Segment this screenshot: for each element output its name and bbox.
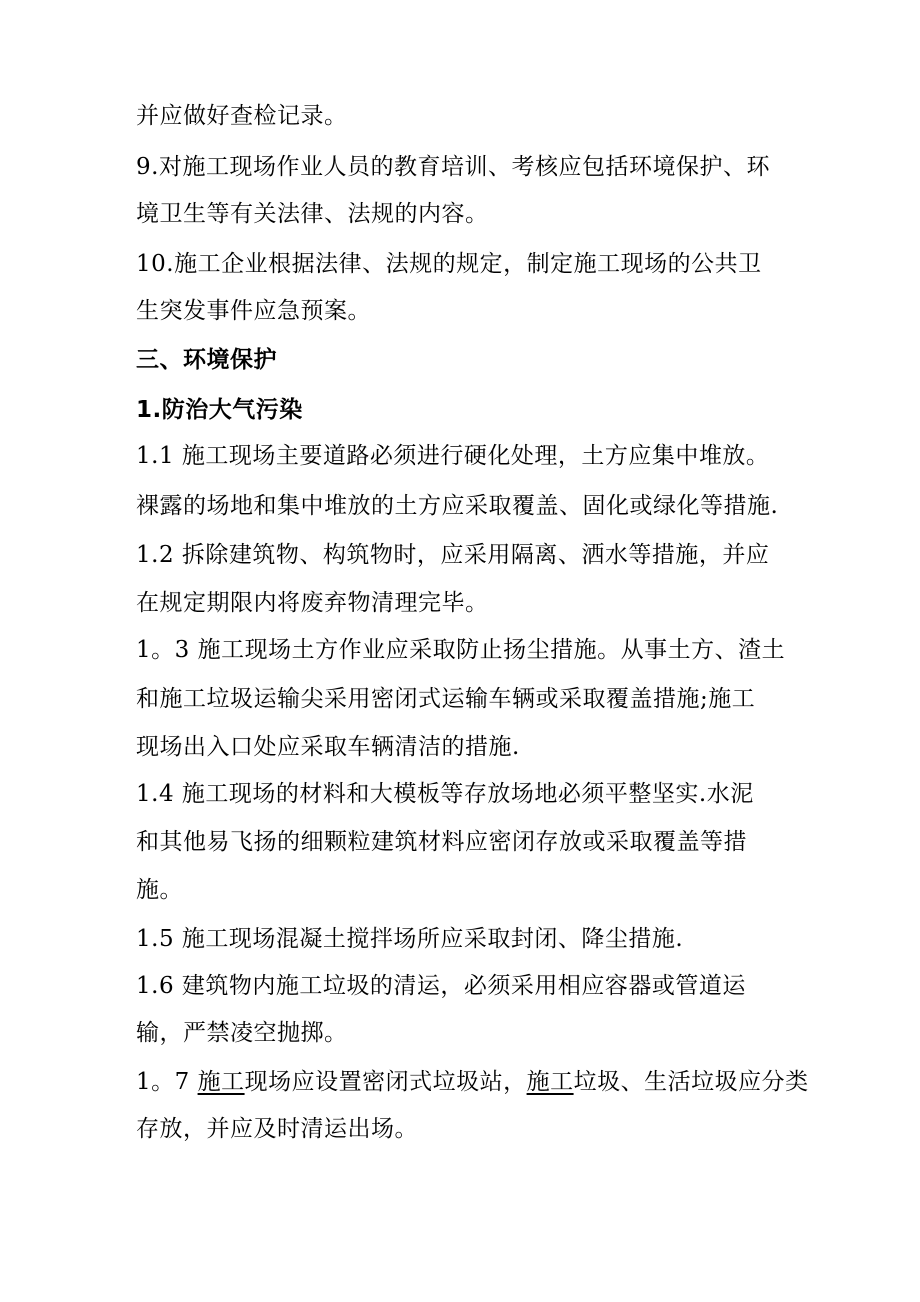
underlined-text: 施工: [526, 1069, 574, 1095]
text-line: 并应做好查检记录。: [136, 103, 348, 129]
text-line: 1.4 施工现场的材料和大模板等存放场地必须平整坚实.水泥: [136, 781, 754, 807]
text-line: 在规定期限内将废弃物清理完毕。: [136, 590, 489, 616]
text-line: 存放，并应及时清运出场。: [136, 1116, 418, 1142]
text-fragment: 垃圾、生活垃圾应分类: [573, 1069, 809, 1095]
text-line: 裸露的场地和集中堆放的土方应采取覆盖、固化或绿化等措施.: [136, 493, 779, 519]
text-line: 施。: [136, 877, 183, 903]
text-line: 和其他易飞扬的细颗粒建筑材料应密闭存放或采取覆盖等措: [136, 829, 747, 855]
subsection-heading: 1.防治大气污染: [136, 397, 303, 423]
text-line: 生突发事件应急预案。: [136, 298, 371, 324]
text-line: 1.1 施工现场主要道路必须进行硬化处理，土方应集中堆放。: [136, 443, 770, 469]
section-heading: 三、环境保护: [136, 347, 277, 373]
text-line: 1.6 建筑物内施工垃圾的清运，必须采用相应容器或管道运: [136, 973, 746, 999]
text-line: 1.2 拆除建筑物、构筑物时，应采用隔离、洒水等措施，并应: [136, 542, 770, 568]
text-fragment: 现场应设置密闭式垃圾站，: [244, 1069, 527, 1095]
text-line: 10.施工企业根据法律、法规的规定，制定施工现场的公共卫: [136, 251, 762, 277]
text-line: 输，严禁凌空抛掷。: [136, 1020, 348, 1046]
text-line: 9.对施工现场作业人员的教育培训、考核应包括环境保护、环: [136, 154, 770, 180]
text-line: 1.5 施工现场混凝土搅拌场所应采取封闭、降尘措施.: [136, 926, 684, 952]
text-line: 和施工垃圾运输尖采用密闭式运输车辆或采取覆盖措施;施工: [136, 686, 756, 712]
text-line: [136, 1067, 809, 1097]
text-line: 1。3 施工现场土方作业应采取防止扬尘措施。从事土方、渣土: [136, 637, 786, 663]
underlined-text: 施工: [197, 1069, 245, 1095]
text-line: 现场出入口处应采取车辆清洁的措施.: [136, 734, 520, 760]
text-fragment: 1。7: [136, 1069, 198, 1095]
text-line: 境卫生等有关法律、法规的内容。: [136, 201, 489, 227]
